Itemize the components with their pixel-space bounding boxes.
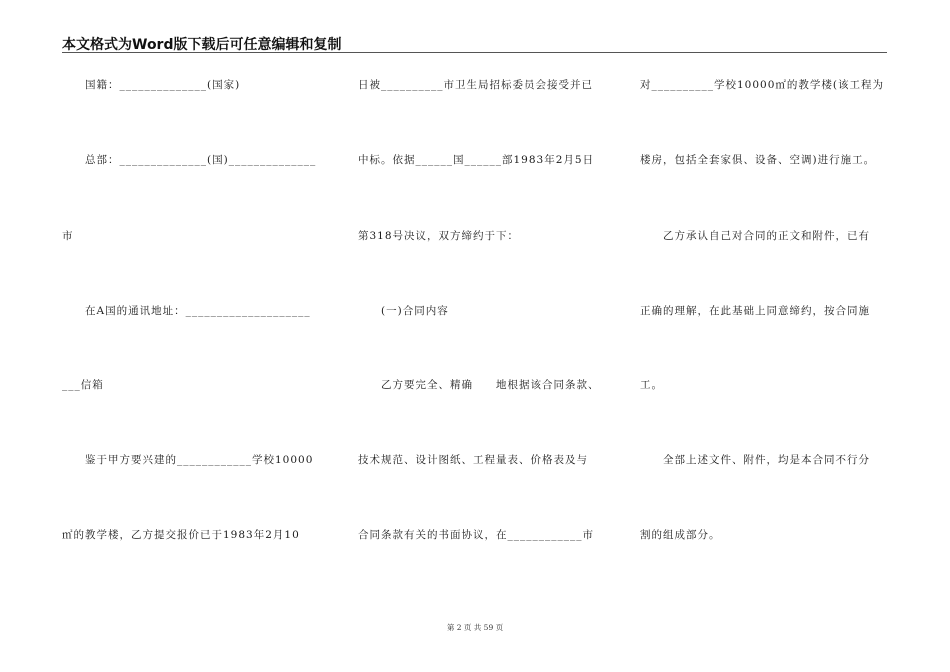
column-3-line-4: 正确的理解，在此基础上同意缔约，按合同施 [640, 305, 870, 317]
column-2-line-7: 合同条款有关的书面协议，在____________市 [358, 529, 594, 541]
column-2-line-2: 中标。依据______国______部1983年2月5日 [358, 154, 595, 166]
column-3-line-7: 割的组成部分。 [640, 529, 721, 541]
column-2-line-5: 乙方要完全、精确 地根据该合同条款、 [358, 379, 600, 391]
column-1-line-4: 在A国的通讯地址：____________________ [62, 305, 311, 317]
column-3-line-6: 全部上述文件、附件，均是本合同不行分 [640, 454, 870, 466]
column-3-line-2: 楼房，包括全套家俱、设备、空调)进行施工。 [640, 154, 876, 166]
column-2-line-1: 日被__________市卫生局招标委员会接受并已 [358, 79, 593, 91]
column-1-line-1: 国籍：______________(国家) [62, 79, 241, 91]
column-1-line-5: ___信箱 [62, 379, 104, 391]
column-3-line-3: 乙方承认自己对合同的正文和附件，已有 [640, 230, 870, 242]
column-1-line-7: ㎡的教学楼，乙方提交报价已于1983年2月10 [62, 529, 300, 541]
column-2-line-6: 技术规范、设计图纸、工程量表、价格表及与 [358, 454, 588, 466]
page-number-footer: 第 2 页 共 59 页 [446, 623, 504, 632]
column-2-line-3: 第318号决议，双方缔约于下： [358, 230, 520, 242]
column-2-line-4: (一)合同内容 [358, 305, 449, 317]
text-column-1 [62, 0, 324, 672]
column-1-line-2: 总部：______________(国)______________ [62, 154, 317, 166]
text-column-2 [358, 0, 602, 672]
column-3-line-5: 工。 [640, 379, 663, 391]
column-1-line-6: 鉴于甲方要兴建的____________学校10000 [62, 454, 314, 466]
text-column-3 [640, 0, 885, 672]
document-header-title: 本文格式为Word版下载后可任意编辑和复制 [62, 37, 342, 53]
column-1-line-3: 市 [62, 230, 74, 242]
column-3-line-1: 对__________学校10000㎡的教学楼(该工程为 [640, 79, 884, 91]
